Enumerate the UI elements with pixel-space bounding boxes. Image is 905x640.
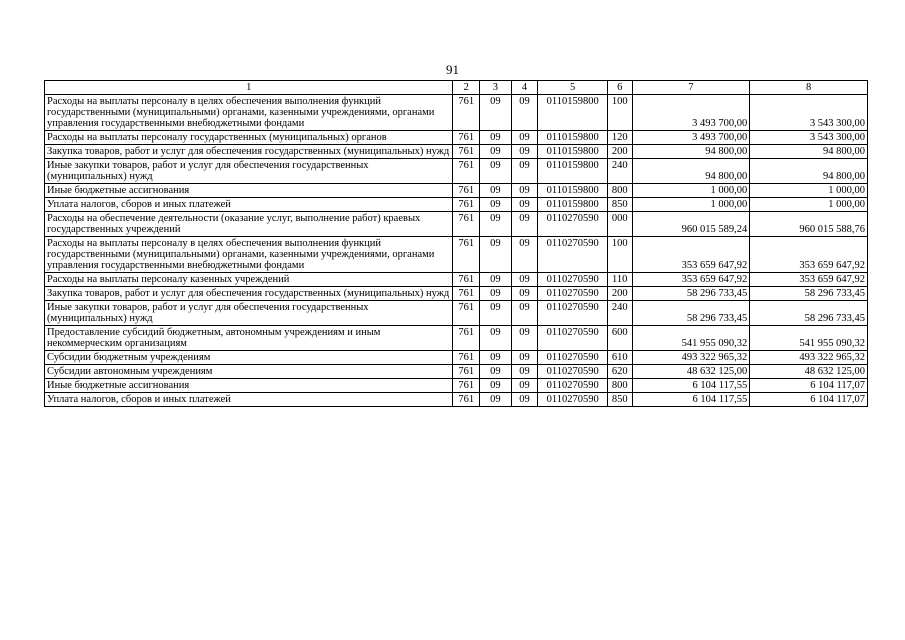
- row-code-cell: 761: [453, 365, 480, 379]
- row-amount2-cell: 6 104 117,07: [750, 379, 868, 393]
- row-section-cell: 09: [480, 95, 512, 131]
- row-section-cell: 09: [480, 198, 512, 212]
- row-amount1-cell: 3 493 700,00: [632, 95, 750, 131]
- column-header: 3: [480, 81, 512, 95]
- budget-table: [44, 80, 868, 407]
- table-row: [45, 287, 868, 301]
- row-code-cell: 761: [453, 237, 480, 273]
- row-amount2-cell: 353 659 647,92: [750, 273, 868, 287]
- row-target-cell: 0110270590: [538, 393, 608, 407]
- row-section-cell: 09: [480, 351, 512, 365]
- row-name-cell: Иные закупки товаров, работ и услуг для обеспечения государственных (муниципальных) нужд: [45, 159, 453, 184]
- row-name-cell: Закупка товаров, работ и услуг для обеспечения государственных (муниципальных) нужд: [45, 145, 453, 159]
- row-section-cell: 09: [480, 365, 512, 379]
- table-row: [45, 351, 868, 365]
- table-row: [45, 273, 868, 287]
- row-amount2-cell: 94 800,00: [750, 145, 868, 159]
- row-name-cell: Уплата налогов, сборов и иных платежей: [45, 393, 453, 407]
- row-section-cell: 09: [480, 301, 512, 326]
- row-section-cell: 09: [480, 184, 512, 198]
- row-code-cell: 761: [453, 351, 480, 365]
- row-target-cell: 0110270590: [538, 379, 608, 393]
- table-row: [45, 95, 868, 131]
- column-header: 5: [538, 81, 608, 95]
- row-amount2-cell: 58 296 733,45: [750, 287, 868, 301]
- row-name-cell: Уплата налогов, сборов и иных платежей: [45, 198, 453, 212]
- row-target-cell: 0110270590: [538, 273, 608, 287]
- row-type-cell: 120: [607, 131, 632, 145]
- row-amount1-cell: 353 659 647,92: [632, 273, 750, 287]
- row-amount2-cell: 6 104 117,07: [750, 393, 868, 407]
- row-amount2-cell: 1 000,00: [750, 184, 868, 198]
- row-amount1-cell: 1 000,00: [632, 198, 750, 212]
- row-type-cell: 200: [607, 287, 632, 301]
- row-name-cell: Субсидии бюджетным учреждениям: [45, 351, 453, 365]
- row-amount2-cell: 960 015 588,76: [750, 212, 868, 237]
- row-section-cell: 09: [480, 273, 512, 287]
- row-target-cell: 0110270590: [538, 365, 608, 379]
- row-subsection-cell: 09: [511, 365, 538, 379]
- row-target-cell: 0110159800: [538, 184, 608, 198]
- table-row: [45, 212, 868, 237]
- page-number: 91: [446, 62, 459, 77]
- row-name-cell: Расходы на выплаты персоналу в целях обеспечения выполнения функций государственными (муниципальными) органами, казенными учреждениями, органами управления государственными внебюджетными фондами: [45, 95, 453, 131]
- row-amount2-cell: 3 543 300,00: [750, 95, 868, 131]
- row-name-cell: Расходы на выплаты персоналу государственных (муниципальных) органов: [45, 131, 453, 145]
- row-name-cell: Расходы на выплаты персоналу казенных учреждений: [45, 273, 453, 287]
- row-type-cell: 800: [607, 184, 632, 198]
- row-amount1-cell: 3 493 700,00: [632, 131, 750, 145]
- column-header: 4: [511, 81, 538, 95]
- table-row: [45, 198, 868, 212]
- row-subsection-cell: 09: [511, 326, 538, 351]
- column-header: 2: [453, 81, 480, 95]
- row-amount2-cell: 3 543 300,00: [750, 131, 868, 145]
- table-row: [45, 131, 868, 145]
- row-section-cell: 09: [480, 131, 512, 145]
- row-subsection-cell: 09: [511, 198, 538, 212]
- row-amount1-cell: 541 955 090,32: [632, 326, 750, 351]
- row-amount2-cell: 1 000,00: [750, 198, 868, 212]
- row-target-cell: 0110270590: [538, 301, 608, 326]
- row-target-cell: 0110159800: [538, 159, 608, 184]
- table-row: [45, 184, 868, 198]
- column-header: 6: [607, 81, 632, 95]
- row-subsection-cell: 09: [511, 237, 538, 273]
- row-section-cell: 09: [480, 212, 512, 237]
- row-code-cell: 761: [453, 301, 480, 326]
- row-name-cell: Расходы на обеспечение деятельности (оказание услуг, выполнение работ) краевых государственных учреждений: [45, 212, 453, 237]
- row-type-cell: 000: [607, 212, 632, 237]
- row-section-cell: 09: [480, 145, 512, 159]
- row-amount1-cell: 493 322 965,32: [632, 351, 750, 365]
- table-row: [45, 326, 868, 351]
- row-subsection-cell: 09: [511, 145, 538, 159]
- table-row: [45, 301, 868, 326]
- row-type-cell: 850: [607, 393, 632, 407]
- row-type-cell: 100: [607, 95, 632, 131]
- row-code-cell: 761: [453, 379, 480, 393]
- table-row: [45, 159, 868, 184]
- row-amount1-cell: 48 632 125,00: [632, 365, 750, 379]
- row-target-cell: 0110159800: [538, 95, 608, 131]
- table-row: [45, 237, 868, 273]
- row-code-cell: 761: [453, 287, 480, 301]
- row-target-cell: 0110270590: [538, 212, 608, 237]
- row-name-cell: Предоставление субсидий бюджетным, автономным учреждениям и иным некоммерческим организациям: [45, 326, 453, 351]
- row-name-cell: Иные бюджетные ассигнования: [45, 379, 453, 393]
- row-type-cell: 110: [607, 273, 632, 287]
- column-header: 1: [45, 81, 453, 95]
- row-amount1-cell: 6 104 117,55: [632, 379, 750, 393]
- row-code-cell: 761: [453, 131, 480, 145]
- row-subsection-cell: 09: [511, 212, 538, 237]
- row-type-cell: 610: [607, 351, 632, 365]
- row-type-cell: 620: [607, 365, 632, 379]
- row-amount1-cell: 1 000,00: [632, 184, 750, 198]
- row-type-cell: 850: [607, 198, 632, 212]
- row-target-cell: 0110159800: [538, 145, 608, 159]
- row-amount2-cell: 94 800,00: [750, 159, 868, 184]
- row-amount1-cell: 960 015 589,24: [632, 212, 750, 237]
- row-subsection-cell: 09: [511, 287, 538, 301]
- row-name-cell: Закупка товаров, работ и услуг для обеспечения государственных (муниципальных) нужд: [45, 287, 453, 301]
- row-code-cell: 761: [453, 273, 480, 287]
- row-section-cell: 09: [480, 237, 512, 273]
- row-type-cell: 240: [607, 159, 632, 184]
- table-row: [45, 145, 868, 159]
- row-type-cell: 800: [607, 379, 632, 393]
- row-name-cell: Иные бюджетные ассигнования: [45, 184, 453, 198]
- row-subsection-cell: 09: [511, 351, 538, 365]
- row-section-cell: 09: [480, 159, 512, 184]
- row-code-cell: 761: [453, 198, 480, 212]
- row-code-cell: 761: [453, 95, 480, 131]
- table-row: [45, 393, 868, 407]
- column-header: 8: [750, 81, 868, 95]
- row-subsection-cell: 09: [511, 159, 538, 184]
- row-type-cell: 600: [607, 326, 632, 351]
- row-amount2-cell: 58 296 733,45: [750, 301, 868, 326]
- row-target-cell: 0110159800: [538, 131, 608, 145]
- row-name-cell: Иные закупки товаров, работ и услуг для обеспечения государственных (муниципальных) нужд: [45, 301, 453, 326]
- row-section-cell: 09: [480, 287, 512, 301]
- row-target-cell: 0110270590: [538, 237, 608, 273]
- row-code-cell: 761: [453, 184, 480, 198]
- row-section-cell: 09: [480, 379, 512, 393]
- row-type-cell: 240: [607, 301, 632, 326]
- row-subsection-cell: 09: [511, 379, 538, 393]
- row-subsection-cell: 09: [511, 273, 538, 287]
- column-header: 7: [632, 81, 750, 95]
- row-code-cell: 761: [453, 212, 480, 237]
- row-section-cell: 09: [480, 326, 512, 351]
- row-subsection-cell: 09: [511, 95, 538, 131]
- row-name-cell: Субсидии автономным учреждениям: [45, 365, 453, 379]
- row-target-cell: 0110159800: [538, 198, 608, 212]
- table-row: [45, 365, 868, 379]
- row-section-cell: 09: [480, 393, 512, 407]
- row-amount2-cell: 541 955 090,32: [750, 326, 868, 351]
- row-amount2-cell: 353 659 647,92: [750, 237, 868, 273]
- row-amount1-cell: 6 104 117,55: [632, 393, 750, 407]
- row-code-cell: 761: [453, 159, 480, 184]
- row-amount1-cell: 353 659 647,92: [632, 237, 750, 273]
- row-code-cell: 761: [453, 326, 480, 351]
- row-target-cell: 0110270590: [538, 351, 608, 365]
- table-header-row: [45, 81, 868, 95]
- table-row: [45, 379, 868, 393]
- row-subsection-cell: 09: [511, 131, 538, 145]
- row-subsection-cell: 09: [511, 393, 538, 407]
- row-subsection-cell: 09: [511, 184, 538, 198]
- row-amount1-cell: 94 800,00: [632, 145, 750, 159]
- row-type-cell: 100: [607, 237, 632, 273]
- row-amount1-cell: 58 296 733,45: [632, 301, 750, 326]
- row-code-cell: 761: [453, 393, 480, 407]
- row-name-cell: Расходы на выплаты персоналу в целях обеспечения выполнения функций государственными (муниципальными) органами, казенными учреждениями, органами управления государственными внебюджетными фондами: [45, 237, 453, 273]
- row-target-cell: 0110270590: [538, 326, 608, 351]
- row-code-cell: 761: [453, 145, 480, 159]
- row-type-cell: 200: [607, 145, 632, 159]
- row-amount1-cell: 58 296 733,45: [632, 287, 750, 301]
- row-target-cell: 0110270590: [538, 287, 608, 301]
- row-amount2-cell: 493 322 965,32: [750, 351, 868, 365]
- row-amount1-cell: 94 800,00: [632, 159, 750, 184]
- row-subsection-cell: 09: [511, 301, 538, 326]
- row-amount2-cell: 48 632 125,00: [750, 365, 868, 379]
